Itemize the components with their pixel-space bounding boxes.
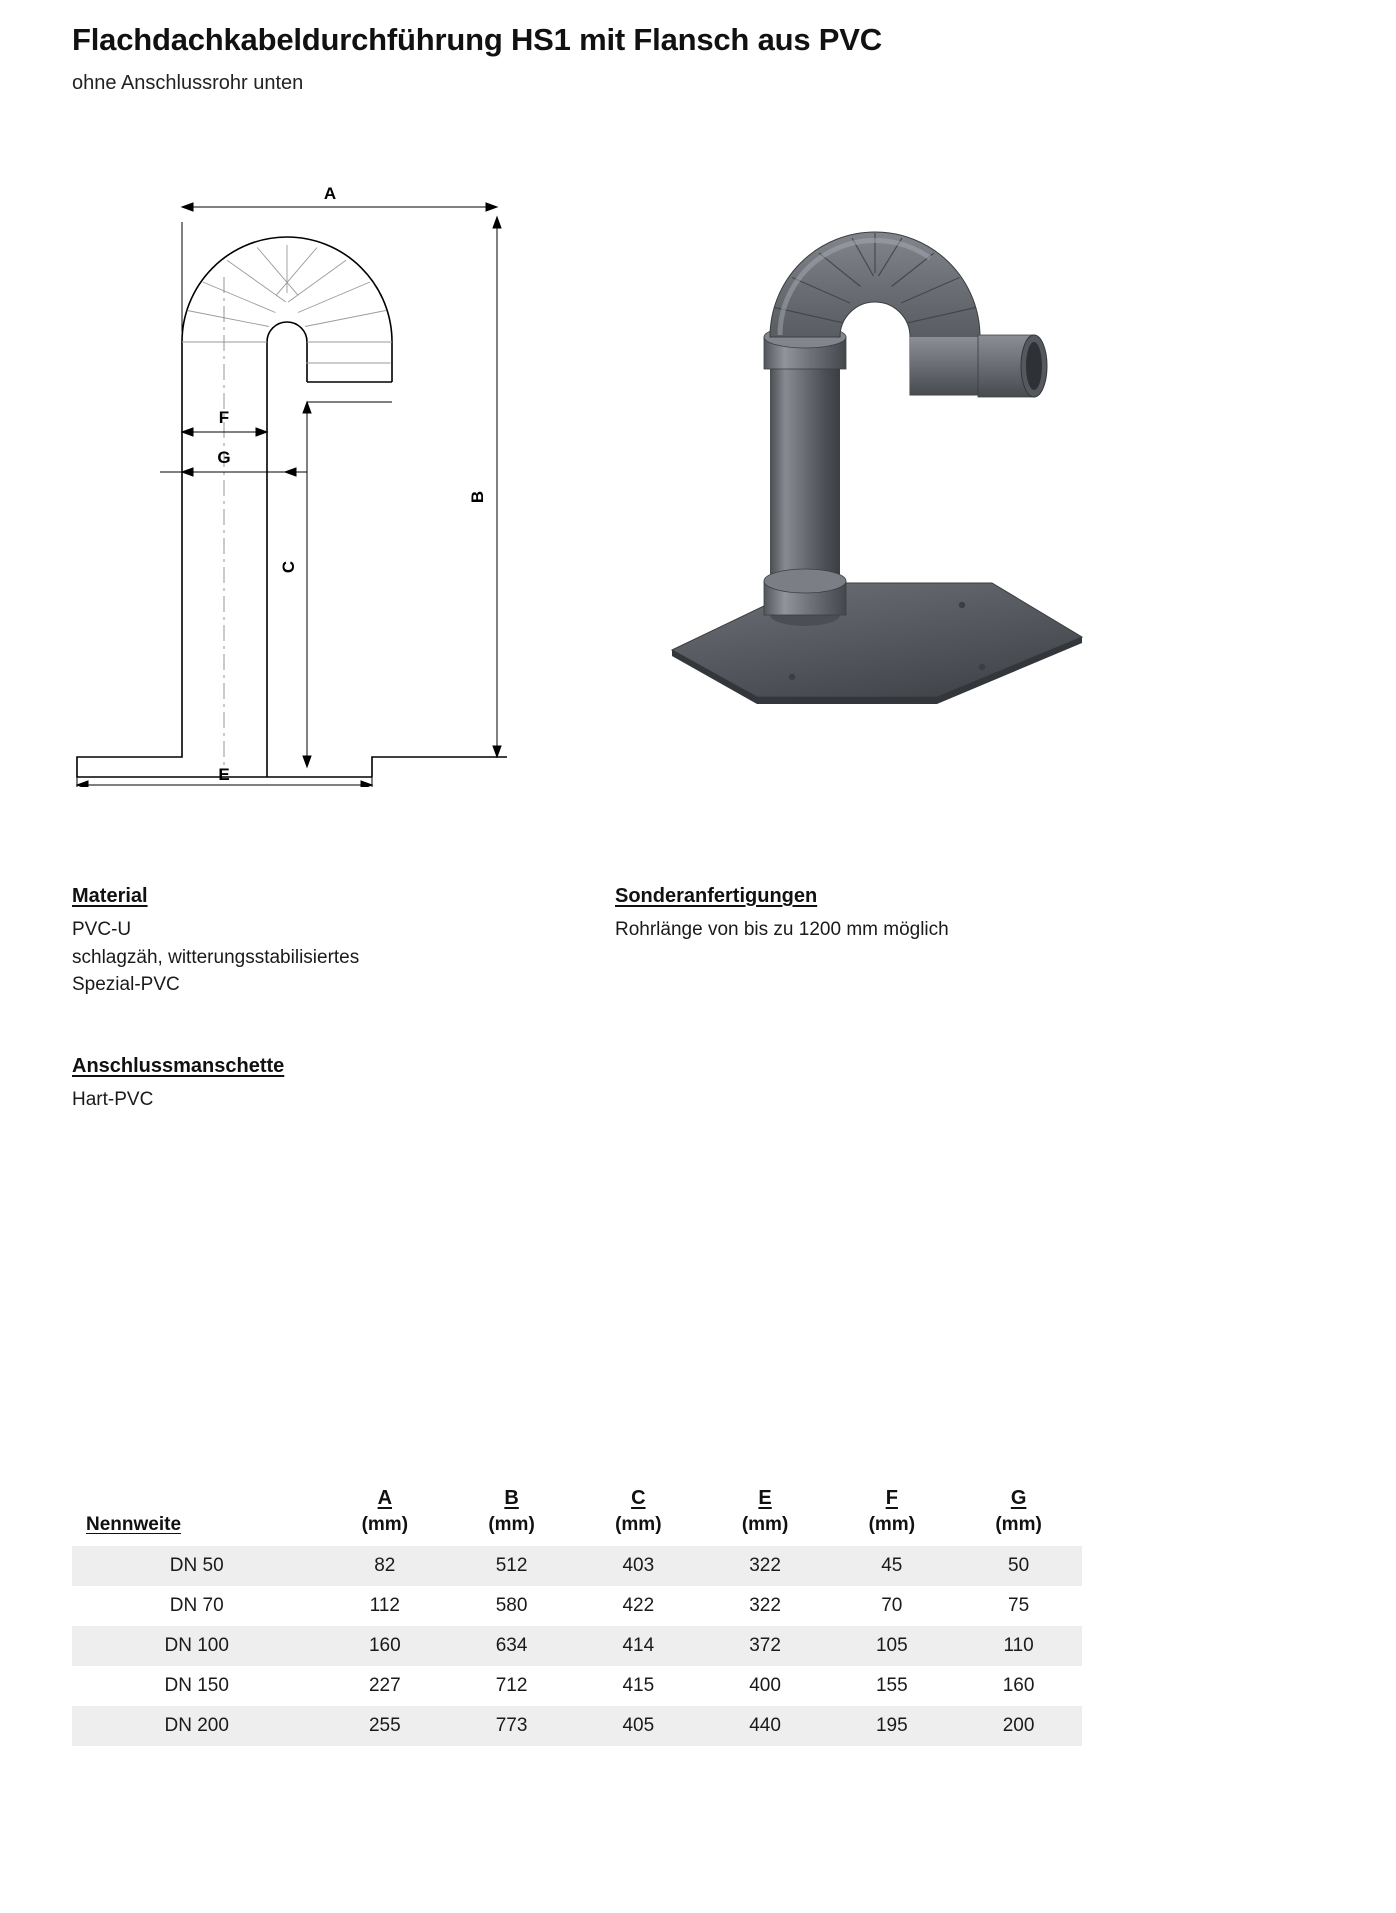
cell-b: 773 (495, 1715, 528, 1736)
cell-c: 403 (622, 1555, 655, 1576)
table-body (72, 1546, 1082, 1746)
cell-a: 227 (368, 1675, 401, 1696)
cell-c: 415 (622, 1675, 655, 1696)
table-row (72, 1706, 1082, 1746)
block-spacer (72, 999, 592, 1055)
dimensions-table (72, 1485, 1082, 1746)
column-header-f (828, 1485, 955, 1546)
cell-a: 255 (368, 1715, 401, 1736)
dimension-label-c: C (279, 560, 298, 574)
column-header-a-unit: (mm) (361, 1514, 409, 1535)
cell-g: 75 (1008, 1595, 1030, 1616)
technical-drawing (72, 167, 572, 792)
column-header-a-letter: A (377, 1487, 393, 1509)
column-header-g-unit: (mm) (995, 1514, 1042, 1535)
cell-g: 200 (1002, 1715, 1035, 1736)
cell-f: 70 (881, 1595, 903, 1616)
dimension-label-b: B (468, 490, 487, 504)
material-heading: Material (72, 885, 148, 907)
dimension-label-e: E (218, 765, 230, 784)
cell-a: 112 (369, 1595, 400, 1616)
cell-f: 195 (875, 1715, 908, 1736)
cell-b: 712 (495, 1675, 528, 1696)
sonder-line-1: Rohrlänge von bis zu 1200 mm möglich (615, 919, 949, 940)
pipe-collar-lower (764, 569, 846, 615)
cell-nennweite: DN 200 (164, 1715, 229, 1736)
cell-e: 322 (749, 1555, 781, 1576)
product-photo-svg (662, 185, 1182, 735)
column-header-c (575, 1485, 702, 1546)
manschette-heading: Anschlussmanschette (72, 1054, 285, 1077)
flange-plate (672, 583, 1082, 704)
cell-a: 82 (374, 1555, 396, 1576)
table-row (72, 1666, 1082, 1706)
pipe-outlet (910, 335, 1047, 397)
table-header-row (72, 1485, 1082, 1546)
column-header-b (448, 1485, 575, 1546)
page-subtitle: ohne Anschlussrohr unten (72, 72, 304, 94)
column-header-f-unit: (mm) (868, 1514, 916, 1535)
cell-b: 634 (495, 1635, 528, 1656)
column-header-a (321, 1485, 448, 1546)
column-header-e-unit: (mm) (741, 1514, 789, 1535)
cell-f: 155 (875, 1675, 908, 1696)
column-header-e (702, 1485, 829, 1546)
page-title: Flachdachkabeldurchführung HS1 mit Flansch aus PVC (72, 22, 882, 57)
cell-nennweite: DN 100 (164, 1635, 229, 1656)
column-header-nennweite: Nennweite (86, 1514, 182, 1535)
cell-c: 405 (622, 1715, 655, 1736)
cell-f: 105 (875, 1635, 908, 1656)
cell-e: 400 (749, 1675, 781, 1696)
dimension-label-a: A (323, 184, 337, 203)
column-header-g-letter: G (1010, 1487, 1027, 1509)
dimensions-table-wrap (72, 1485, 1082, 1746)
table-row (72, 1626, 1082, 1666)
product-photo (662, 185, 1182, 740)
table-row (72, 1546, 1082, 1586)
cell-b: 512 (495, 1555, 528, 1576)
figures-area (72, 167, 1324, 807)
column-header-b-letter: B (504, 1487, 519, 1509)
dimension-label-g: G (217, 448, 231, 467)
cell-f: 45 (881, 1555, 903, 1576)
info-blocks (72, 885, 1324, 1155)
material-line-1: PVC-U (72, 919, 132, 940)
column-header-c-unit: (mm) (615, 1514, 662, 1535)
column-header-g (955, 1485, 1082, 1546)
table-row (72, 1586, 1082, 1626)
cell-c: 422 (622, 1595, 655, 1616)
cell-e: 372 (749, 1635, 781, 1656)
cell-g: 160 (1002, 1675, 1035, 1696)
dimension-label-f: F (218, 408, 230, 427)
cell-b: 580 (495, 1595, 528, 1616)
cell-c: 414 (622, 1635, 655, 1656)
column-header-b-unit: (mm) (488, 1514, 535, 1535)
material-line-2: schlagzäh, witterungsstabilisiertes (72, 946, 360, 968)
table-head (72, 1485, 1082, 1546)
column-header-c-letter: C (631, 1487, 646, 1509)
cell-a: 160 (368, 1635, 401, 1656)
cell-g: 110 (1003, 1635, 1034, 1656)
cell-g: 50 (1008, 1555, 1030, 1576)
cell-nennweite: DN 150 (164, 1675, 229, 1696)
column-header-f-letter: F (885, 1487, 898, 1509)
info-column-right (615, 885, 1175, 944)
sonder-heading: Sonderanfertigungen (615, 885, 818, 907)
cell-e: 322 (749, 1595, 781, 1616)
cell-e: 440 (749, 1715, 781, 1736)
cell-nennweite: DN 70 (169, 1595, 224, 1616)
manschette-line-1: Hart-PVC (72, 1088, 154, 1110)
material-line-3: Spezial-PVC (72, 974, 180, 996)
column-header-e-letter: E (758, 1487, 772, 1509)
cell-nennweite: DN 50 (169, 1555, 224, 1576)
technical-drawing-svg (72, 167, 572, 787)
info-column-left (72, 885, 592, 1113)
